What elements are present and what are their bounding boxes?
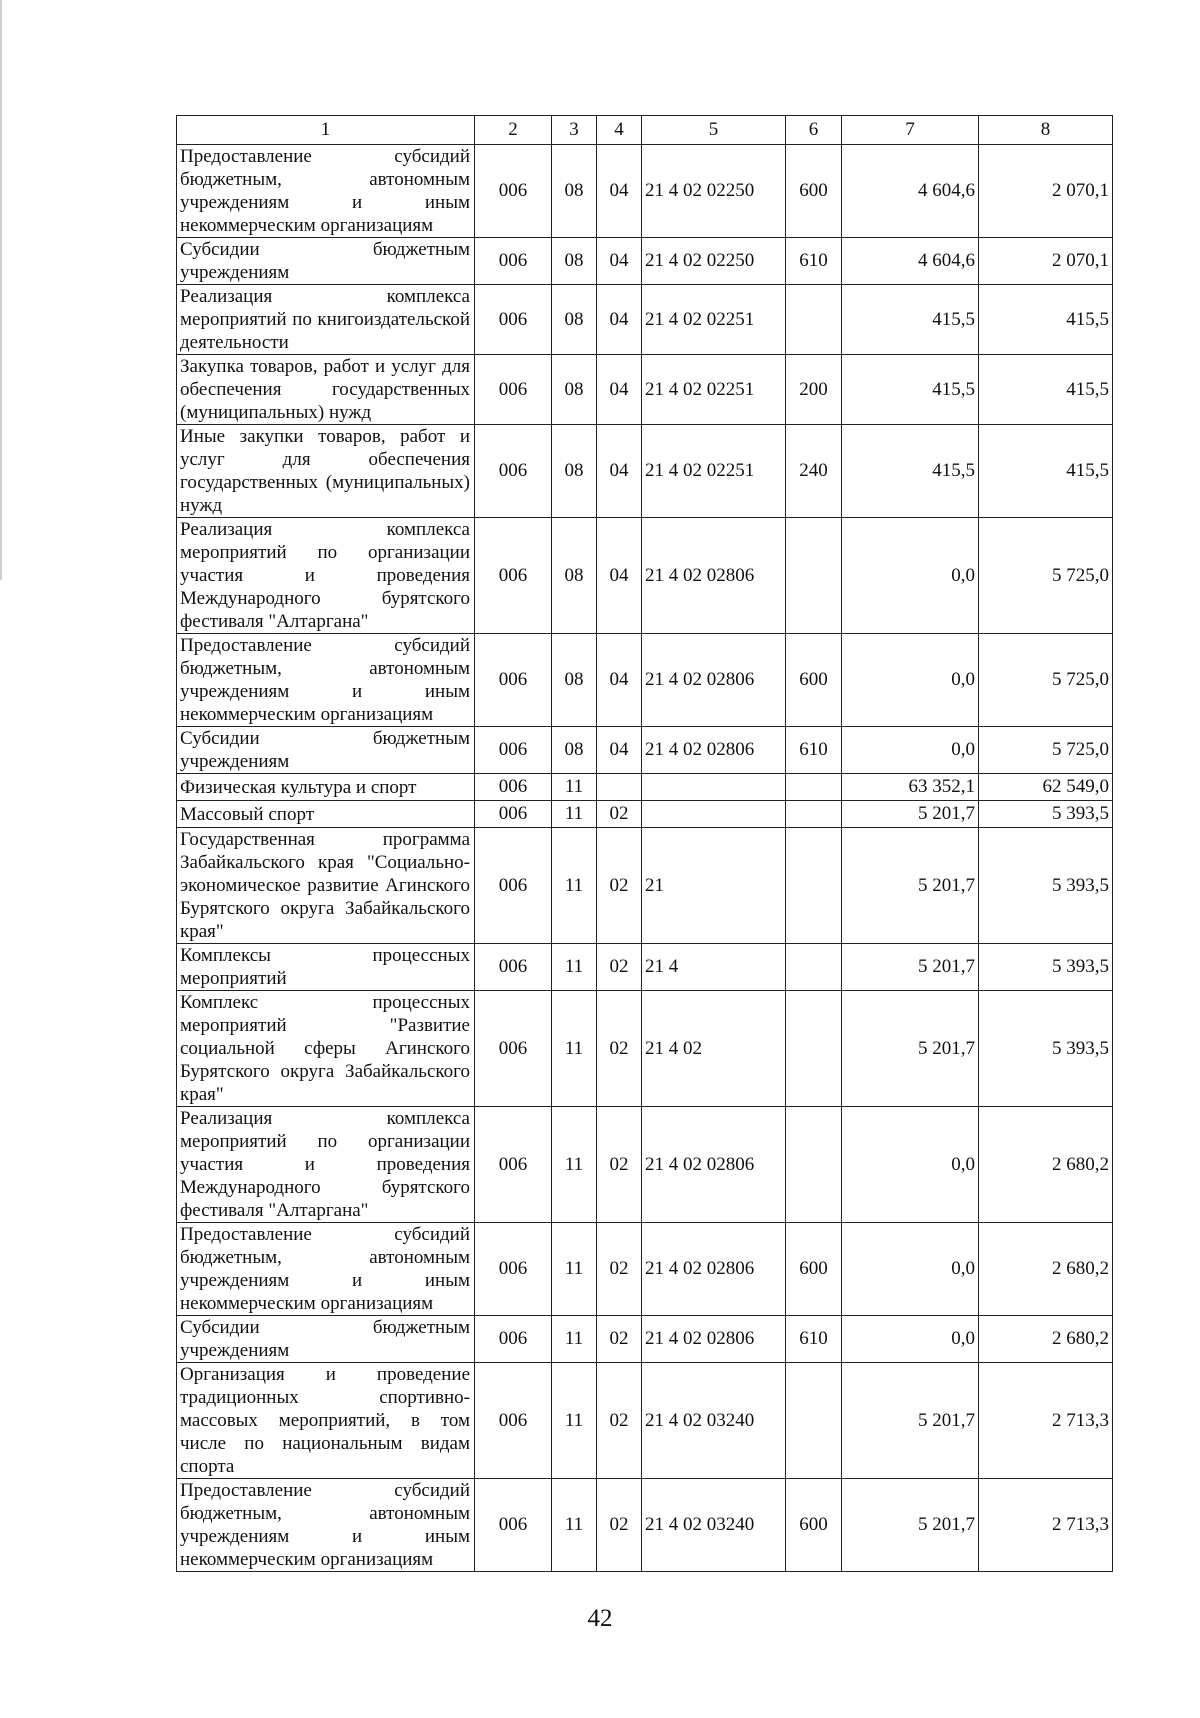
amount-col7: 5 201,7	[842, 991, 979, 1107]
table-row	[177, 1479, 1113, 1572]
row-name: Предоставление субсидий бюджетным, автономным учреждениям и иным некоммерческим организациям	[177, 634, 475, 727]
ved-code: 006	[475, 828, 552, 944]
target-article-code: 21 4 02 02806	[642, 1316, 786, 1363]
budget-table-wrapper	[176, 115, 1112, 1572]
row-name: Закупка товаров, работ и услуг для обеспечения государственных (муниципальных) нужд	[177, 355, 475, 425]
subsection-code: 02	[597, 991, 642, 1107]
section-code: 11	[552, 944, 597, 991]
ved-code: 006	[475, 944, 552, 991]
amount-col7: 4 604,6	[842, 145, 979, 238]
section-code: 08	[552, 285, 597, 355]
section-code: 08	[552, 238, 597, 285]
amount-col8: 2 680,2	[979, 1107, 1113, 1223]
amount-col8: 2 070,1	[979, 145, 1113, 238]
amount-col7: 63 352,1	[842, 774, 979, 801]
amount-col7: 415,5	[842, 425, 979, 518]
target-article-code: 21 4 02 02251	[642, 355, 786, 425]
expense-type-code	[786, 518, 842, 634]
target-article-code: 21 4 02 02250	[642, 238, 786, 285]
section-code: 11	[552, 1316, 597, 1363]
subsection-code: 04	[597, 285, 642, 355]
amount-col8: 2 680,2	[979, 1223, 1113, 1316]
section-code: 11	[552, 991, 597, 1107]
row-name: Иные закупки товаров, работ и услуг для обеспечения государственных (муниципальных) нужд	[177, 425, 475, 518]
amount-col8: 2 713,3	[979, 1363, 1113, 1479]
expense-type-code: 610	[786, 238, 842, 285]
section-code: 11	[552, 1479, 597, 1572]
amount-col8: 415,5	[979, 425, 1113, 518]
amount-col8: 62 549,0	[979, 774, 1113, 801]
ved-code: 006	[475, 727, 552, 774]
amount-col7: 5 201,7	[842, 828, 979, 944]
amount-col8: 2 713,3	[979, 1479, 1113, 1572]
expense-type-code	[786, 991, 842, 1107]
row-name: Комплекс процессных мероприятий "Развитие социальной сферы Агинского Бурятского округа Забайкальского края"	[177, 991, 475, 1107]
expense-type-code	[786, 285, 842, 355]
table-row	[177, 801, 1113, 828]
table-row	[177, 828, 1113, 944]
expense-type-code: 600	[786, 1223, 842, 1316]
table-row	[177, 285, 1113, 355]
amount-col8: 2 070,1	[979, 238, 1113, 285]
amount-col8: 415,5	[979, 285, 1113, 355]
amount-col7: 0,0	[842, 1223, 979, 1316]
target-article-code: 21 4 02	[642, 991, 786, 1107]
budget-table	[176, 115, 1113, 1572]
amount-col8: 415,5	[979, 355, 1113, 425]
table-row	[177, 1316, 1113, 1363]
col-header: 6	[786, 116, 842, 145]
section-code: 08	[552, 145, 597, 238]
subsection-code: 02	[597, 1223, 642, 1316]
expense-type-code	[786, 801, 842, 828]
subsection-code: 04	[597, 727, 642, 774]
expense-type-code: 600	[786, 1479, 842, 1572]
row-name: Физическая культура и спорт	[177, 774, 475, 801]
target-article-code: 21	[642, 828, 786, 944]
row-name: Предоставление субсидий бюджетным, автономным учреждениям и иным некоммерческим организациям	[177, 1223, 475, 1316]
section-code: 08	[552, 518, 597, 634]
amount-col7: 415,5	[842, 285, 979, 355]
table-row	[177, 1223, 1113, 1316]
amount-col8: 5 393,5	[979, 944, 1113, 991]
col-header: 3	[552, 116, 597, 145]
section-code: 08	[552, 727, 597, 774]
amount-col7: 4 604,6	[842, 238, 979, 285]
section-code: 11	[552, 1223, 597, 1316]
ved-code: 006	[475, 145, 552, 238]
ved-code: 006	[475, 238, 552, 285]
amount-col8: 5 725,0	[979, 634, 1113, 727]
table-row	[177, 727, 1113, 774]
subsection-code: 04	[597, 518, 642, 634]
page-number: 42	[587, 1605, 613, 1632]
ved-code: 006	[475, 1107, 552, 1223]
amount-col8: 5 393,5	[979, 801, 1113, 828]
amount-col7: 5 201,7	[842, 944, 979, 991]
amount-col8: 5 725,0	[979, 518, 1113, 634]
amount-col7: 415,5	[842, 355, 979, 425]
subsection-code: 04	[597, 634, 642, 727]
ved-code: 006	[475, 774, 552, 801]
table-row	[177, 238, 1113, 285]
section-code: 11	[552, 1363, 597, 1479]
ved-code: 006	[475, 1479, 552, 1572]
amount-col8: 5 393,5	[979, 991, 1113, 1107]
subsection-code: 04	[597, 145, 642, 238]
table-row	[177, 944, 1113, 991]
section-code: 08	[552, 634, 597, 727]
expense-type-code: 610	[786, 727, 842, 774]
row-name: Комплексы процессных мероприятий	[177, 944, 475, 991]
ved-code: 006	[475, 1363, 552, 1479]
amount-col7: 5 201,7	[842, 801, 979, 828]
target-article-code	[642, 801, 786, 828]
table-body	[177, 145, 1113, 1572]
subsection-code: 04	[597, 425, 642, 518]
table-row	[177, 355, 1113, 425]
row-name: Субсидии бюджетным учреждениям	[177, 727, 475, 774]
table-row	[177, 145, 1113, 238]
target-article-code: 21 4 02 02250	[642, 145, 786, 238]
amount-col8: 5 725,0	[979, 727, 1113, 774]
ved-code: 006	[475, 991, 552, 1107]
expense-type-code	[786, 1107, 842, 1223]
amount-col7: 0,0	[842, 727, 979, 774]
row-name: Реализация комплекса мероприятий по организации участия и проведения Международного бурятского фестиваля "Алтаргана"	[177, 1107, 475, 1223]
target-article-code: 21 4 02 02806	[642, 518, 786, 634]
row-name: Организация и проведение традиционных спортивно-массовых мероприятий, в том числе по национальным видам спорта	[177, 1363, 475, 1479]
subsection-code: 02	[597, 828, 642, 944]
expense-type-code: 610	[786, 1316, 842, 1363]
row-name: Предоставление субсидий бюджетным, автономным учреждениям и иным некоммерческим организациям	[177, 145, 475, 238]
ved-code: 006	[475, 355, 552, 425]
expense-type-code: 240	[786, 425, 842, 518]
section-code: 08	[552, 355, 597, 425]
subsection-code: 02	[597, 1479, 642, 1572]
ved-code: 006	[475, 1223, 552, 1316]
target-article-code: 21 4 02 02806	[642, 1223, 786, 1316]
target-article-code: 21 4 02 02806	[642, 727, 786, 774]
subsection-code	[597, 774, 642, 801]
table-row	[177, 774, 1113, 801]
expense-type-code	[786, 774, 842, 801]
ved-code: 006	[475, 518, 552, 634]
row-name: Реализация комплекса мероприятий по организации участия и проведения Международного бурятского фестиваля "Алтаргана"	[177, 518, 475, 634]
amount-col7: 0,0	[842, 1316, 979, 1363]
row-name: Субсидии бюджетным учреждениям	[177, 238, 475, 285]
subsection-code: 02	[597, 1107, 642, 1223]
row-name: Реализация комплекса мероприятий по книгоиздательской деятельности	[177, 285, 475, 355]
scan-edge-line	[0, 0, 2, 580]
subsection-code: 04	[597, 355, 642, 425]
target-article-code: 21 4 02 03240	[642, 1363, 786, 1479]
expense-type-code	[786, 828, 842, 944]
table-row	[177, 991, 1113, 1107]
ved-code: 006	[475, 634, 552, 727]
table-row	[177, 1363, 1113, 1479]
amount-col8: 2 680,2	[979, 1316, 1113, 1363]
target-article-code: 21 4 02 02251	[642, 285, 786, 355]
table-row	[177, 1107, 1113, 1223]
subsection-code: 02	[597, 801, 642, 828]
amount-col7: 5 201,7	[842, 1479, 979, 1572]
subsection-code: 02	[597, 944, 642, 991]
row-name: Массовый спорт	[177, 801, 475, 828]
subsection-code: 02	[597, 1316, 642, 1363]
target-article-code	[642, 774, 786, 801]
amount-col7: 0,0	[842, 634, 979, 727]
col-header: 4	[597, 116, 642, 145]
table-row	[177, 425, 1113, 518]
target-article-code: 21 4 02 02806	[642, 1107, 786, 1223]
expense-type-code	[786, 1363, 842, 1479]
section-code: 11	[552, 1107, 597, 1223]
row-name: Государственная программа Забайкальского края "Социально-экономическое развитие Агинского Бурятского округа Забайкальского края"	[177, 828, 475, 944]
target-article-code: 21 4 02 03240	[642, 1479, 786, 1572]
target-article-code: 21 4	[642, 944, 786, 991]
amount-col8: 5 393,5	[979, 828, 1113, 944]
col-header: 8	[979, 116, 1113, 145]
subsection-code: 04	[597, 238, 642, 285]
section-code: 11	[552, 801, 597, 828]
row-name: Предоставление субсидий бюджетным, автономным учреждениям и иным некоммерческим организациям	[177, 1479, 475, 1572]
expense-type-code: 600	[786, 634, 842, 727]
ved-code: 006	[475, 801, 552, 828]
ved-code: 006	[475, 285, 552, 355]
section-code: 11	[552, 828, 597, 944]
subsection-code: 02	[597, 1363, 642, 1479]
col-header: 1	[177, 116, 475, 145]
col-header: 7	[842, 116, 979, 145]
ved-code: 006	[475, 1316, 552, 1363]
table-row	[177, 634, 1113, 727]
target-article-code: 21 4 02 02806	[642, 634, 786, 727]
col-header: 2	[475, 116, 552, 145]
col-header: 5	[642, 116, 786, 145]
ved-code: 006	[475, 425, 552, 518]
amount-col7: 5 201,7	[842, 1363, 979, 1479]
amount-col7: 0,0	[842, 1107, 979, 1223]
expense-type-code: 200	[786, 355, 842, 425]
expense-type-code	[786, 944, 842, 991]
row-name: Субсидии бюджетным учреждениям	[177, 1316, 475, 1363]
amount-col7: 0,0	[842, 518, 979, 634]
section-code: 08	[552, 425, 597, 518]
expense-type-code: 600	[786, 145, 842, 238]
table-header-row	[177, 116, 1113, 145]
target-article-code: 21 4 02 02251	[642, 425, 786, 518]
section-code: 11	[552, 774, 597, 801]
table-row	[177, 518, 1113, 634]
